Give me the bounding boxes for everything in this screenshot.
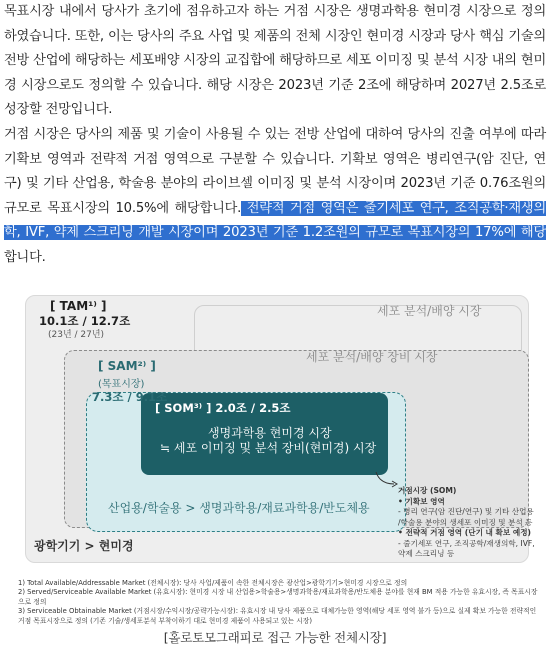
secured-area-body: - 병리 연구(암 진단/연구) 및 기타 산업용 /학술용 분야의 생세포 이미징 및 분석 등 (398, 507, 534, 527)
paragraph-plain-text: 거점 시장은 당사의 제품 및 기술이 사용될 수 있는 전방 산업에 대하여 당사의 진출 여부에 따라 기확보 영역과 전략적 거점 영역으로 구분할 수 있습니다. 기확보 영역은 병리연구(암 진단, 연구) 및 기타 산업용, 학술용 분야의 라이브셀 이미징 및 분석 시장이며 2023년 기준 0.76조원의 규모로 목표시장의 10.5%에 해당합니다. (4, 127, 546, 216)
som-line-2: ≒ 세포 이미징 및 분석 장비(현미경) 시장 (160, 441, 377, 455)
som-title: [ SOM³⁾ ] 2.0조 / 2.5조 (155, 401, 291, 415)
footnote-3: 3) Serviceable Obtainable Market (거점시장/수익시장/공략가능시장): 유효시장 내 당사 제품으로 대체가능한 영역(해당 세포 영역 불가 등)으로 실제 확보 가능한 전략적인 거점 목표시장으로 정의 (기존 기술/생세포분석 부착이하기 대로 현미경 제품이 사용되고 있는 시장) (18, 607, 537, 625)
sam-title: [ SAM²⁾ ] (98, 359, 156, 373)
intro-paragraph: 목표시장 내에서 당사가 초기에 점유하고자 하는 거점 시장은 생명과학용 현미경 시장으로 정의하였습니다. 또한, 이는 당사의 주요 사업 및 제품의 전체 시장인 현미경 시장과 당사 핵심 기술의 전방 산업에 해당하는 세포배양 시장의 교집합에 해당하므로 세포 이미징 및 분석 시장 내의 현미경 시장으로도 정의할 수 있습니다. 해당 시장은 2023년 기준 2조에 해당하며 2027년 2.5조로 성장할 전망입니다. (4, 4, 546, 118)
tam-years: (23년 / 27년) (48, 330, 105, 340)
strategic-area-heading: • 전략적 거점 영역 (단기 내 확보 예정) (398, 528, 531, 537)
footnote-2: 2) Served/Serviceable Available Market (유효시장): 현미경 시장 내 산업용>학술용>생명과학용/재료과학용/반도체용 분야를 현재 BM 적용 가능한 유효시장, 즉 목표시장으로 정의 (18, 588, 538, 606)
sam-subtitle: (목표시장) (98, 379, 145, 390)
footnote-1: 1) Total Available/Addressable Market (전체시장): 당사 사업/제품이 속한 전체시장은 광산업>광학기기>현미경 시장으로 정의 (18, 579, 408, 587)
market-size-diagram (14, 282, 538, 625)
industry-label: 산업용/학술용 > 생명과학용/재료과학용/반도체용 (108, 501, 370, 515)
cell-analysis-label: 세포 분석/배양 시장 (377, 304, 482, 318)
secured-area-heading: • 기확보 영역 (398, 496, 445, 506)
cell-equipment-label: 세포 분석/배양 장비 시장 (306, 350, 438, 364)
som-explanation (398, 486, 538, 560)
optical-label: 광학기기 > 현미경 (34, 539, 134, 553)
market-segment-paragraph (4, 123, 546, 271)
tam-title: [ TAM¹⁾ ] (50, 299, 107, 313)
strategic-area-body: - 줄기세포 연구, 조직공학/재생의학, IVF, 약제 스크리닝 등 (398, 538, 535, 558)
highlighted-selection: 전략적 거점 영역은 줄기세포 연구, 조직공학·재생의학, IVF, 약제 스크리닝 개발 시장이며 2023년 기준 1.2조원의 규모로 목표시장의 17%에 해당 (4, 200, 546, 241)
som-line-1: 생명과학용 현미경 시장 (208, 426, 332, 440)
footnotes (18, 579, 538, 626)
tam-value: 10.1조 / 12.7조 (39, 314, 131, 328)
sam-value: 7.3조 / 9.1조 (92, 390, 168, 404)
paragraph-tail-text: 합니다. (4, 249, 46, 265)
som-explanation-title: 거점시장 (SOM) (398, 486, 457, 495)
figure-caption: [홀로토모그래피로 접근 가능한 전체시장] (163, 630, 387, 645)
